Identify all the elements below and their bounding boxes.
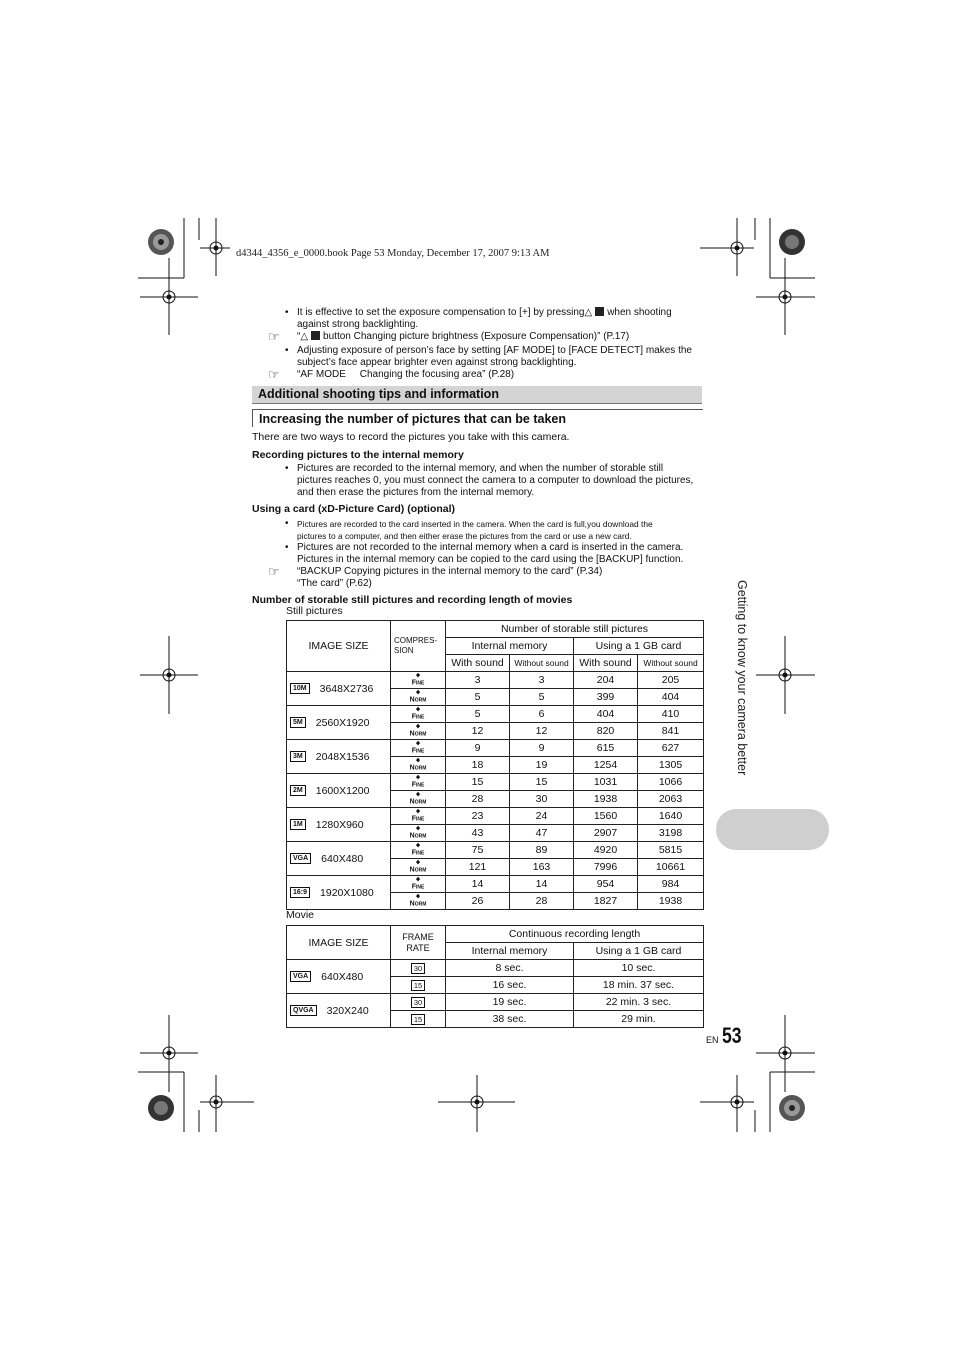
count-cell: 89 xyxy=(510,842,574,859)
reference-icon: ☞ xyxy=(268,329,280,344)
book-header: d4344_4356_e_0000.book Page 53 Monday, December 17, 2007 9:13 AM xyxy=(236,248,550,259)
compression-norm xyxy=(391,757,446,774)
count-cell: 399 xyxy=(574,689,638,706)
internal-line-1: Pictures are recorded to the internal memory, and when the number of storable still xyxy=(297,463,664,474)
count-cell: 1066 xyxy=(638,774,704,791)
still-label: Still pictures xyxy=(286,605,343,617)
recording-length-cell: 29 min. xyxy=(574,1011,704,1028)
storable-heading: Number of storable still pictures and recording length of movies xyxy=(252,594,573,606)
count-cell: 26 xyxy=(446,893,510,910)
intro-text: There are two ways to record the pictures you take with this camera. xyxy=(252,431,570,443)
count-cell: 3198 xyxy=(638,825,704,842)
quality-norm-icon: ◆ NORM xyxy=(409,858,427,874)
count-cell: 19 xyxy=(510,757,574,774)
count-cell: 1640 xyxy=(638,808,704,825)
count-cell: 47 xyxy=(510,825,574,842)
count-cell: 121 xyxy=(446,859,510,876)
frame-rate-icon: 30 xyxy=(411,963,425,974)
count-cell: 1031 xyxy=(574,774,638,791)
count-cell: 12 xyxy=(446,723,510,740)
still-row-fine xyxy=(287,706,704,723)
image-size-cell xyxy=(287,876,391,910)
card-line-3: Pictures are not recorded to the internal memory when a card is inserted in the camera. xyxy=(297,542,684,553)
still-row-fine xyxy=(287,774,704,791)
still-row-fine xyxy=(287,808,704,825)
header-with-sound: With sound xyxy=(446,655,510,672)
count-cell: 984 xyxy=(638,876,704,893)
image-size-value: 1280X960 xyxy=(315,818,364,831)
quality-norm-icon: ◆ NORM xyxy=(409,892,427,908)
recording-length-cell: 19 sec. xyxy=(446,994,574,1011)
size-qvga-icon: QVGA xyxy=(290,1005,317,1016)
recording-length-cell: 16 sec. xyxy=(446,977,574,994)
movie-header-card: Using a 1 GB card xyxy=(574,943,704,960)
quality-fine-icon: ◆ FINE xyxy=(411,773,425,789)
recording-length-cell: 38 sec. xyxy=(446,1011,574,1028)
count-cell: 2907 xyxy=(574,825,638,842)
movie-row xyxy=(287,960,704,977)
movie-table-body xyxy=(287,960,704,1028)
still-row-fine xyxy=(287,740,704,757)
count-cell: 841 xyxy=(638,723,704,740)
movie-size-value: 320X240 xyxy=(326,1004,369,1017)
compression-fine xyxy=(391,774,446,791)
quality-fine-icon: ◆ FINE xyxy=(411,739,425,755)
movie-row xyxy=(287,994,704,1011)
frame-rate-cell xyxy=(391,994,446,1011)
compression-fine xyxy=(391,672,446,689)
count-cell: 3 xyxy=(510,672,574,689)
tip-2: Adjusting exposure of person’s face by setting [AF MODE] to [FACE DETECT] makes the xyxy=(297,345,692,356)
image-size-cell xyxy=(287,774,391,808)
count-cell: 404 xyxy=(574,706,638,723)
quality-fine-icon: ◆ FINE xyxy=(411,671,425,687)
compression-norm xyxy=(391,859,446,876)
count-cell: 3 xyxy=(446,672,510,689)
size-3m-icon: 3M xyxy=(290,751,306,762)
count-cell: 75 xyxy=(446,842,510,859)
count-cell: 10661 xyxy=(638,859,704,876)
movie-header-image-size: IMAGE SIZE xyxy=(287,926,391,960)
count-cell: 954 xyxy=(574,876,638,893)
frame-rate-icon: 30 xyxy=(411,997,425,1008)
card-line-2: pictures to a computer, and then either erase the pictures from the card or use a new card. xyxy=(297,531,632,541)
card-ref-1: “BACKUP Copying pictures in the internal memory to the card” (P.34) xyxy=(297,566,603,577)
compression-fine xyxy=(391,740,446,757)
count-cell: 43 xyxy=(446,825,510,842)
language-code: EN xyxy=(706,1035,719,1045)
triangle-icon: △ xyxy=(584,307,593,318)
compression-norm xyxy=(391,825,446,842)
movie-header-frame-rate: FRAME RATE xyxy=(391,926,446,960)
exposure-icon xyxy=(595,307,604,316)
count-cell: 1560 xyxy=(574,808,638,825)
tip-1-text: It is effective to set the exposure compensation to [+] by pressing xyxy=(297,307,585,318)
count-cell: 205 xyxy=(638,672,704,689)
count-cell: 15 xyxy=(510,774,574,791)
header-with-sound: With sound xyxy=(574,655,638,672)
still-table-body xyxy=(287,672,704,910)
bullet-icon: • xyxy=(285,463,289,474)
count-cell: 15 xyxy=(446,774,510,791)
size-2m-icon: 2M xyxy=(290,785,306,796)
header-card: Using a 1 GB card xyxy=(574,638,704,655)
movie-size-cell xyxy=(287,960,391,994)
subsection-title-bar xyxy=(252,409,703,427)
internal-line-2: pictures reaches 0, you must connect the camera to a computer to download the pictures, xyxy=(297,475,694,486)
tip-ref-1-text: button Changing picture brightness (Exposure Compensation)” (P.17) xyxy=(323,331,630,342)
count-cell: 14 xyxy=(446,876,510,893)
page-number: 53 xyxy=(722,1023,742,1048)
size-16x9-icon: 16:9 xyxy=(290,887,310,898)
section-title: Additional shooting tips and information xyxy=(258,387,499,401)
movie-header-internal: Internal memory xyxy=(446,943,574,960)
size-5m-icon: 5M xyxy=(290,717,306,728)
header-compression: COMPRES-SION xyxy=(391,621,446,672)
size-1m-icon: 1M xyxy=(290,819,306,830)
frame-rate-cell xyxy=(391,960,446,977)
count-cell: 9 xyxy=(510,740,574,757)
tip-ref-1 xyxy=(297,331,629,343)
image-size-cell xyxy=(287,808,391,842)
image-size-value: 1920X1080 xyxy=(320,886,374,899)
image-size-cell xyxy=(287,740,391,774)
count-cell: 163 xyxy=(510,859,574,876)
image-size-value: 2560X1920 xyxy=(315,716,370,729)
count-cell: 12 xyxy=(510,723,574,740)
count-cell: 1938 xyxy=(574,791,638,808)
movie-table xyxy=(286,925,704,1028)
tip-1 xyxy=(297,307,672,319)
frame-rate-icon: 15 xyxy=(411,980,425,991)
size-10m-icon: 10M xyxy=(290,683,310,694)
count-cell: 5 xyxy=(446,706,510,723)
chapter-side-title-text: Getting to know your camera better xyxy=(735,580,749,776)
compression-fine xyxy=(391,706,446,723)
count-cell: 28 xyxy=(510,893,574,910)
count-cell: 5815 xyxy=(638,842,704,859)
frame-rate-icon: 15 xyxy=(411,1014,425,1025)
card-line-4: Pictures in the internal memory can be copied to the card using the [BACKUP] function. xyxy=(297,554,684,565)
count-cell: 1305 xyxy=(638,757,704,774)
count-cell: 28 xyxy=(446,791,510,808)
movie-size-value: 640X480 xyxy=(321,970,364,983)
reference-icon: ☞ xyxy=(268,367,280,382)
tip-2-line-2: subject’s face appear brighter even against strong backlighting. xyxy=(297,357,577,368)
frame-rate-cell xyxy=(391,1011,446,1028)
compression-norm xyxy=(391,791,446,808)
bullet-icon: • xyxy=(285,542,289,553)
still-row-fine xyxy=(287,672,704,689)
recording-length-cell: 8 sec. xyxy=(446,960,574,977)
triangle-icon: △ xyxy=(300,331,309,342)
quality-fine-icon: ◆ FINE xyxy=(411,705,425,721)
header-without-sound: Without sound xyxy=(638,655,704,672)
section-title-bar xyxy=(252,386,702,404)
tip-1-line-2: against strong backlighting. xyxy=(297,319,419,330)
image-size-value: 1600X1200 xyxy=(315,784,370,797)
image-size-cell xyxy=(287,842,391,876)
count-cell: 410 xyxy=(638,706,704,723)
subsection-title: Increasing the number of pictures that can be taken xyxy=(259,412,567,426)
header-internal: Internal memory xyxy=(446,638,574,655)
internal-line-3: and then erase the pictures from the internal memory. xyxy=(297,487,535,498)
count-cell: 204 xyxy=(574,672,638,689)
image-size-cell xyxy=(287,706,391,740)
compression-fine xyxy=(391,808,446,825)
header-without-sound: Without sound xyxy=(510,655,574,672)
count-cell: 615 xyxy=(574,740,638,757)
quality-norm-icon: ◆ NORM xyxy=(409,790,427,806)
count-cell: 5 xyxy=(446,689,510,706)
size-vga-icon: VGA xyxy=(290,971,311,982)
image-size-value: 640X480 xyxy=(321,852,364,865)
still-row-fine xyxy=(287,842,704,859)
count-cell: 7996 xyxy=(574,859,638,876)
quality-norm-icon: ◆ NORM xyxy=(409,688,427,704)
recording-length-cell: 22 min. 3 sec. xyxy=(574,994,704,1011)
count-cell: 6 xyxy=(510,706,574,723)
tip-1-text-end: when shooting xyxy=(607,307,672,318)
count-cell: 2063 xyxy=(638,791,704,808)
card-heading: Using a card (xD-Picture Card) (optional) xyxy=(252,503,456,515)
compression-norm xyxy=(391,723,446,740)
count-cell: 820 xyxy=(574,723,638,740)
reference-icon: ☞ xyxy=(268,564,280,579)
tip-ref-2: “AF MODE Changing the focusing area” (P.28) xyxy=(297,369,515,380)
card-ref-2: “The card” (P.62) xyxy=(297,578,372,589)
count-cell: 30 xyxy=(510,791,574,808)
chapter-side-title xyxy=(735,580,749,800)
count-cell: 404 xyxy=(638,689,704,706)
quality-fine-icon: ◆ FINE xyxy=(411,875,425,891)
compression-norm xyxy=(391,689,446,706)
header-image-size: IMAGE SIZE xyxy=(287,621,391,672)
quality-norm-icon: ◆ NORM xyxy=(409,722,427,738)
header-number: Number of storable still pictures xyxy=(446,621,704,638)
bullet-icon: • xyxy=(285,345,289,356)
frame-rate-cell xyxy=(391,977,446,994)
image-size-value: 3648X2736 xyxy=(319,682,374,695)
count-cell: 9 xyxy=(446,740,510,757)
image-size-value: 2048X1536 xyxy=(315,750,370,763)
count-cell: 23 xyxy=(446,808,510,825)
bullet-icon: • xyxy=(285,307,289,318)
quality-fine-icon: ◆ FINE xyxy=(411,841,425,857)
chapter-tab xyxy=(716,809,829,850)
count-cell: 1938 xyxy=(638,893,704,910)
compression-fine xyxy=(391,876,446,893)
count-cell: 627 xyxy=(638,740,704,757)
quality-fine-icon: ◆ FINE xyxy=(411,807,425,823)
count-cell: 14 xyxy=(510,876,574,893)
size-vga-icon: VGA xyxy=(290,853,311,864)
quality-norm-icon: ◆ NORM xyxy=(409,824,427,840)
count-cell: 5 xyxy=(510,689,574,706)
count-cell: 1827 xyxy=(574,893,638,910)
movie-label: Movie xyxy=(286,909,315,921)
movie-size-cell xyxy=(287,994,391,1028)
count-cell: 4920 xyxy=(574,842,638,859)
count-cell: 18 xyxy=(446,757,510,774)
compression-norm xyxy=(391,893,446,910)
quote-open: “ xyxy=(297,331,301,342)
still-row-fine xyxy=(287,876,704,893)
bullet-icon: • xyxy=(285,518,289,529)
still-table xyxy=(286,620,704,910)
recording-length-cell: 10 sec. xyxy=(574,960,704,977)
exposure-icon xyxy=(311,331,320,340)
internal-heading: Recording pictures to the internal memory xyxy=(252,449,464,461)
image-size-cell xyxy=(287,672,391,706)
movie-header-continuous: Continuous recording length xyxy=(446,926,704,943)
count-cell: 1254 xyxy=(574,757,638,774)
card-line-1: Pictures are recorded to the card inserted in the camera. When the card is full,you download the xyxy=(297,519,653,529)
recording-length-cell: 18 min. 37 sec. xyxy=(574,977,704,994)
count-cell: 24 xyxy=(510,808,574,825)
quality-norm-icon: ◆ NORM xyxy=(409,756,427,772)
compression-fine xyxy=(391,842,446,859)
